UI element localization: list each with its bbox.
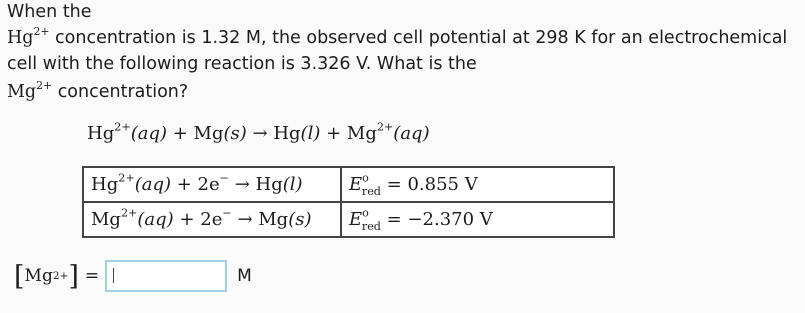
- concentration-input[interactable]: [105, 260, 227, 292]
- reduction-potential-table: [82, 166, 615, 238]
- reaction-species-hg2: Hg: [87, 123, 115, 144]
- hr-reactant: Hg: [91, 174, 119, 195]
- hr-product: Mg: [258, 209, 289, 230]
- half-reaction-hg: [83, 167, 341, 202]
- question-line-2: [7, 26, 787, 50]
- hr-charge: 2+: [118, 171, 135, 185]
- hr-electrons: + 2e: [171, 174, 220, 195]
- potential-mg: [341, 202, 614, 237]
- mg-ion: Mg: [7, 82, 37, 102]
- hr-product-state: (l): [282, 174, 303, 195]
- hg-charge: 2+: [33, 24, 50, 38]
- hg-ion: Hg: [7, 28, 34, 48]
- hr-electron-charge: −: [219, 171, 229, 185]
- e-red-subscript: red: [361, 185, 381, 199]
- e-standard-mark: o: [362, 171, 369, 185]
- question-line-4: [7, 80, 188, 104]
- table-row-hg: [83, 167, 614, 202]
- equals-sign: =: [84, 266, 100, 286]
- answer-ion: Mg: [24, 266, 53, 286]
- answer-row: [ Mg 2+ ] = M: [14, 260, 252, 292]
- reaction-species-hg: Hg: [273, 123, 301, 144]
- e-value: = 0.855 V: [380, 174, 478, 195]
- text-caret: [113, 268, 114, 283]
- hr-electrons: + 2e: [173, 209, 223, 230]
- unit-label: M: [237, 266, 252, 286]
- e-value: = −2.370 V: [380, 209, 493, 230]
- potential-hg: [341, 167, 614, 202]
- close-bracket: ]: [68, 260, 79, 292]
- reaction-state-aq: (aq): [130, 123, 167, 144]
- reaction-species-mg: Mg: [193, 123, 224, 144]
- question-line-3: cell with the following reaction is 3.326 V. What is the: [7, 54, 477, 74]
- half-reaction-mg: [83, 202, 341, 237]
- overall-reaction: [87, 120, 430, 144]
- hr-arrow: →: [231, 209, 259, 230]
- reaction-arrow: →: [246, 123, 274, 144]
- e-standard-mark: o: [362, 206, 369, 220]
- reaction-state-l: (l): [300, 123, 321, 144]
- table-row-mg: [83, 202, 614, 237]
- question-line-2-text: concentration is 1.32 M, the observed cell potential at 298 K for an electrochemical: [49, 28, 788, 48]
- question-line-1: When the: [7, 2, 92, 22]
- e-red-subscript: red: [361, 220, 381, 234]
- open-bracket: [: [14, 260, 25, 292]
- hr-product: Hg: [255, 174, 283, 195]
- hr-reactant: Mg: [91, 209, 121, 230]
- reaction-charge-mg2: 2+: [376, 120, 394, 134]
- e-symbol: E: [349, 174, 363, 195]
- hr-electron-charge: −: [222, 206, 232, 220]
- hr-state: (aq): [134, 174, 171, 195]
- question-line-4-text: concentration?: [52, 82, 189, 102]
- e-symbol: E: [349, 209, 363, 230]
- reaction-plus: +: [320, 123, 347, 144]
- reaction-state-s: (s): [223, 123, 247, 144]
- hr-product-state: (s): [288, 209, 312, 230]
- hr-state: (aq): [137, 209, 174, 230]
- reaction-charge-hg2: 2+: [114, 120, 131, 134]
- reaction-state-aq: (aq): [393, 123, 430, 144]
- hr-arrow: →: [229, 174, 256, 195]
- reaction-plus: +: [167, 123, 194, 144]
- mg-charge: 2+: [36, 78, 53, 92]
- hr-charge: 2+: [120, 206, 138, 220]
- reaction-species-mg2: Mg: [346, 123, 377, 144]
